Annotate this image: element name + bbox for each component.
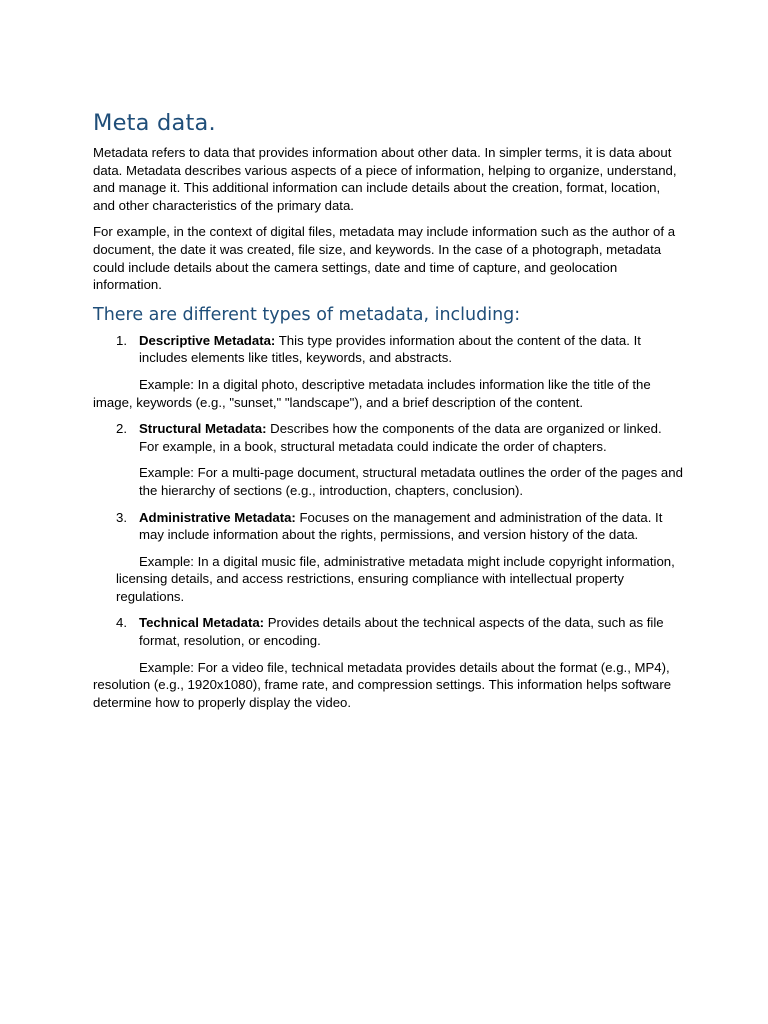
list-term: Structural Metadata: <box>139 421 267 437</box>
list-item-descriptive <box>93 332 683 367</box>
intro-paragraph-2: For example, in the context of digital files, metadata may include information such as the author of a document, the date it was created, file size, and keywords. In the case of a photograph, metadata could include details about the camera settings, date and time of capture, and geolocation information. <box>93 224 676 293</box>
document-page <box>93 108 683 720</box>
intro-paragraph-1: Metadata refers to data that provides information about other data. In simpler terms, it is data about data. Metadata describes various aspects of a piece of information, helping to organize, understand, and manage it. This additional information can include details about the creation, format, location, and other characteristics of the primary data. <box>93 145 677 213</box>
list-text: Focuses on the management and administration of the data. It may include information about the rights, permissions, and version history of the data. <box>139 509 663 543</box>
list-term: Descriptive Metadata: <box>139 332 276 348</box>
example-technical: Example: For a video file, technical metadata provides details about the format (e.g., MP4), resolution (e.g., 1920x1080), frame rate, and compression settings. This information helps software determine how to properly display the video. <box>93 659 672 710</box>
list-number: 1. <box>116 332 127 348</box>
list-number: 3. <box>116 509 127 525</box>
list-item-administrative <box>93 509 683 544</box>
list-number: 4. <box>116 615 127 631</box>
list-number: 2. <box>116 421 127 437</box>
list-item-structural <box>93 420 683 455</box>
list-text: Provides details about the technical aspects of the data, such as file format, resolution, or encoding. <box>139 615 664 649</box>
example-administrative: Example: In a digital music file, administrative metadata might include copyright information, licensing details, and access restrictions, ensuring compliance with intellectual property regulations. <box>116 553 675 604</box>
section-heading: There are different types of metadata, including: <box>93 304 521 325</box>
example-descriptive: Example: In a digital photo, descriptive metadata includes information like the title of the image, keywords (e.g., "sunset," "landscape"), and a brief description of the content. <box>93 376 651 410</box>
list-item-technical <box>93 614 683 649</box>
list-text: This type provides information about the content of the data. It includes elements like titles, keywords, and abstracts. <box>139 332 641 366</box>
list-term: Administrative Metadata: <box>139 509 296 525</box>
page-title: Meta data. <box>93 110 216 136</box>
list-term: Technical Metadata: <box>139 615 265 631</box>
list-text: Describes how the components of the data are organized or linked. For example, in a book, structural metadata could indicate the order of chapters. <box>139 421 662 454</box>
example-structural: Example: For a multi-page document, structural metadata outlines the order of the pages and the hierarchy of sections (e.g., introduction, chapters, conclusion). <box>139 465 683 498</box>
